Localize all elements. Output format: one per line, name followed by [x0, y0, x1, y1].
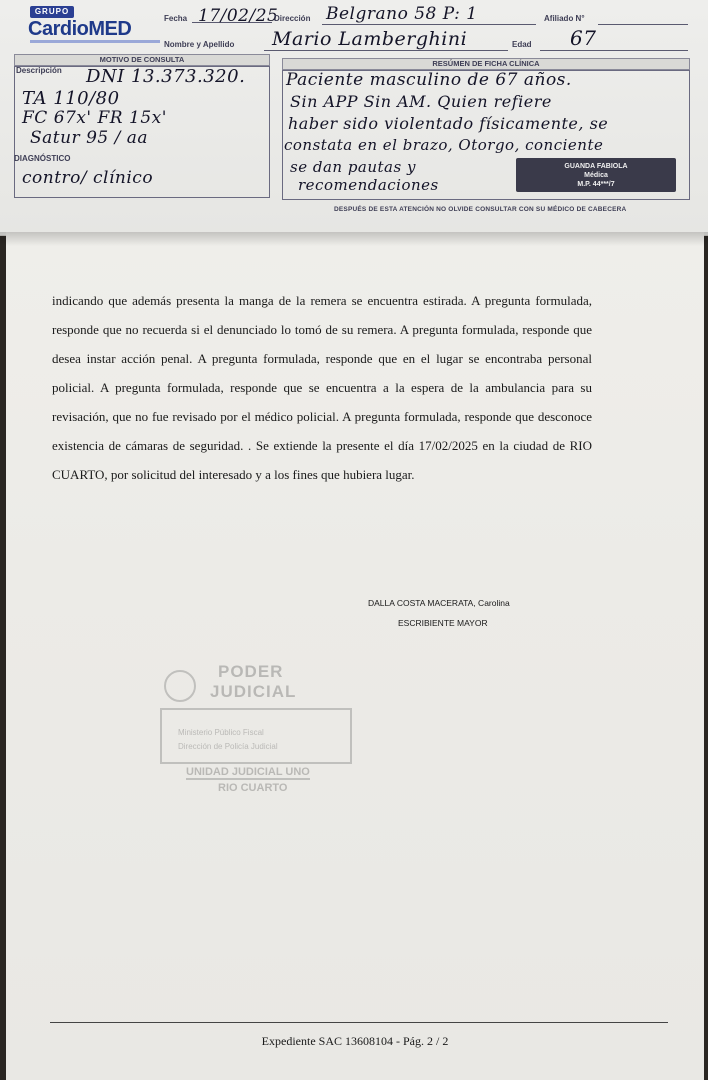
doctor-stamp-title: Médica	[584, 172, 608, 179]
doctor-stamp-license: M.P. 44***/7	[577, 181, 615, 188]
seal-emblem-icon	[164, 670, 196, 702]
fold-shadow	[0, 232, 708, 246]
seal-line-1: PODER	[218, 662, 284, 681]
logo-underline	[30, 40, 160, 43]
hand-resumen-5: se dan pautas y	[290, 158, 416, 176]
hand-desc-4: Satur 95 / aa	[30, 128, 149, 148]
page-footer: Expediente SAC 13608104 - Pág. 2 / 2	[261, 1034, 449, 1048]
hand-desc-1: DNI 13.373.320.	[86, 66, 246, 87]
seal-line-2: JUDICIAL	[210, 682, 297, 701]
footer-divider	[50, 1022, 668, 1023]
document-body: indicando que además presenta la manga de la remera se encuentra estirada. A pregunta formulada, responde que no recuerda si el denunciado lo tomó de su remera. A pregunta formulada, responde que desea instar acción penal. A pregunta formulada, responde que en el lugar se encontraba personal policial. A pregunta formulada, responde que se encuentra a la espera de la ambulancia para su revisación, que no fue revisado por el médico policial. A pregunta formulada, responde que desconoce existencia de cámaras de seguridad. . Se extiende la presente el día 17/02/2025 en la ciudad de RIO CUARTO, por solicitud del interesado y a los fines que hubiera lugar.	[52, 293, 592, 482]
doctor-stamp	[516, 158, 676, 192]
hand-resumen-4: constata en el brazo, Otorgo, conciente	[284, 136, 604, 154]
judicial-seal	[156, 644, 356, 794]
header-motivo: MOTIVO DE CONSULTA	[14, 54, 270, 66]
label-nombre: Nombre y Apellido	[164, 40, 235, 49]
header-resumen: RESÚMEN DE FICHA CLÍNICA	[282, 58, 690, 70]
hand-fecha: 17/02/25	[198, 6, 279, 26]
document-page	[6, 232, 704, 1080]
hand-desc-2: TA 110/80	[22, 88, 120, 109]
line-edad	[540, 50, 688, 51]
hand-desc-3: FC 67x' FR 15x'	[22, 108, 167, 128]
label-fecha: Fecha	[164, 14, 188, 23]
line-afiliado	[598, 24, 688, 25]
line-nombre	[264, 50, 508, 51]
label-edad: Edad	[512, 40, 532, 49]
doctor-stamp-name: GUANDA FABIOLA	[564, 163, 628, 170]
signer-name: DALLA COSTA MACERATA, Carolina	[368, 598, 510, 608]
hand-diagnostico: contro/ clínico	[22, 168, 154, 188]
hand-edad: 67	[570, 26, 597, 50]
line-direccion	[322, 24, 536, 25]
hand-resumen-1: Paciente masculino de 67 años.	[286, 70, 572, 90]
label-direccion: Dirección	[274, 14, 311, 23]
logo-brand-b: MED	[88, 18, 132, 40]
hand-resumen-2: Sin APP Sin AM. Quien refiere	[290, 92, 552, 111]
label-diagnostico: DIAGNÓSTICO	[14, 154, 71, 163]
slip-footer-note: DESPUÉS DE ESTA ATENCIÓN NO OLVIDE CONSULTAR CON SU MÉDICO DE CABECERA	[334, 206, 627, 213]
hand-nombre: Mario Lamberghini	[272, 28, 468, 50]
seal-line-4: Dirección de Policía Judicial	[178, 742, 278, 751]
label-afiliado: Afiliado N°	[544, 14, 585, 23]
signer-role: ESCRIBIENTE MAYOR	[398, 618, 488, 628]
hand-resumen-6: recomendaciones	[298, 176, 439, 194]
medical-slip	[0, 0, 708, 236]
label-descripcion: Descripción	[16, 66, 62, 75]
logo-group-badge: GRUPO	[30, 6, 74, 18]
logo-brand-a: Cardio	[28, 18, 89, 40]
seal-line-3: Ministerio Público Fiscal	[178, 728, 264, 737]
hand-direccion: Belgrano 58 P: 1	[326, 4, 478, 24]
cardiomed-logo	[28, 18, 131, 41]
hand-resumen-3: haber sido violentado físicamente, se	[288, 114, 609, 133]
seal-line-5: UNIDAD JUDICIAL UNO	[186, 766, 310, 778]
seal-line-6: RIO CUARTO	[218, 782, 288, 794]
